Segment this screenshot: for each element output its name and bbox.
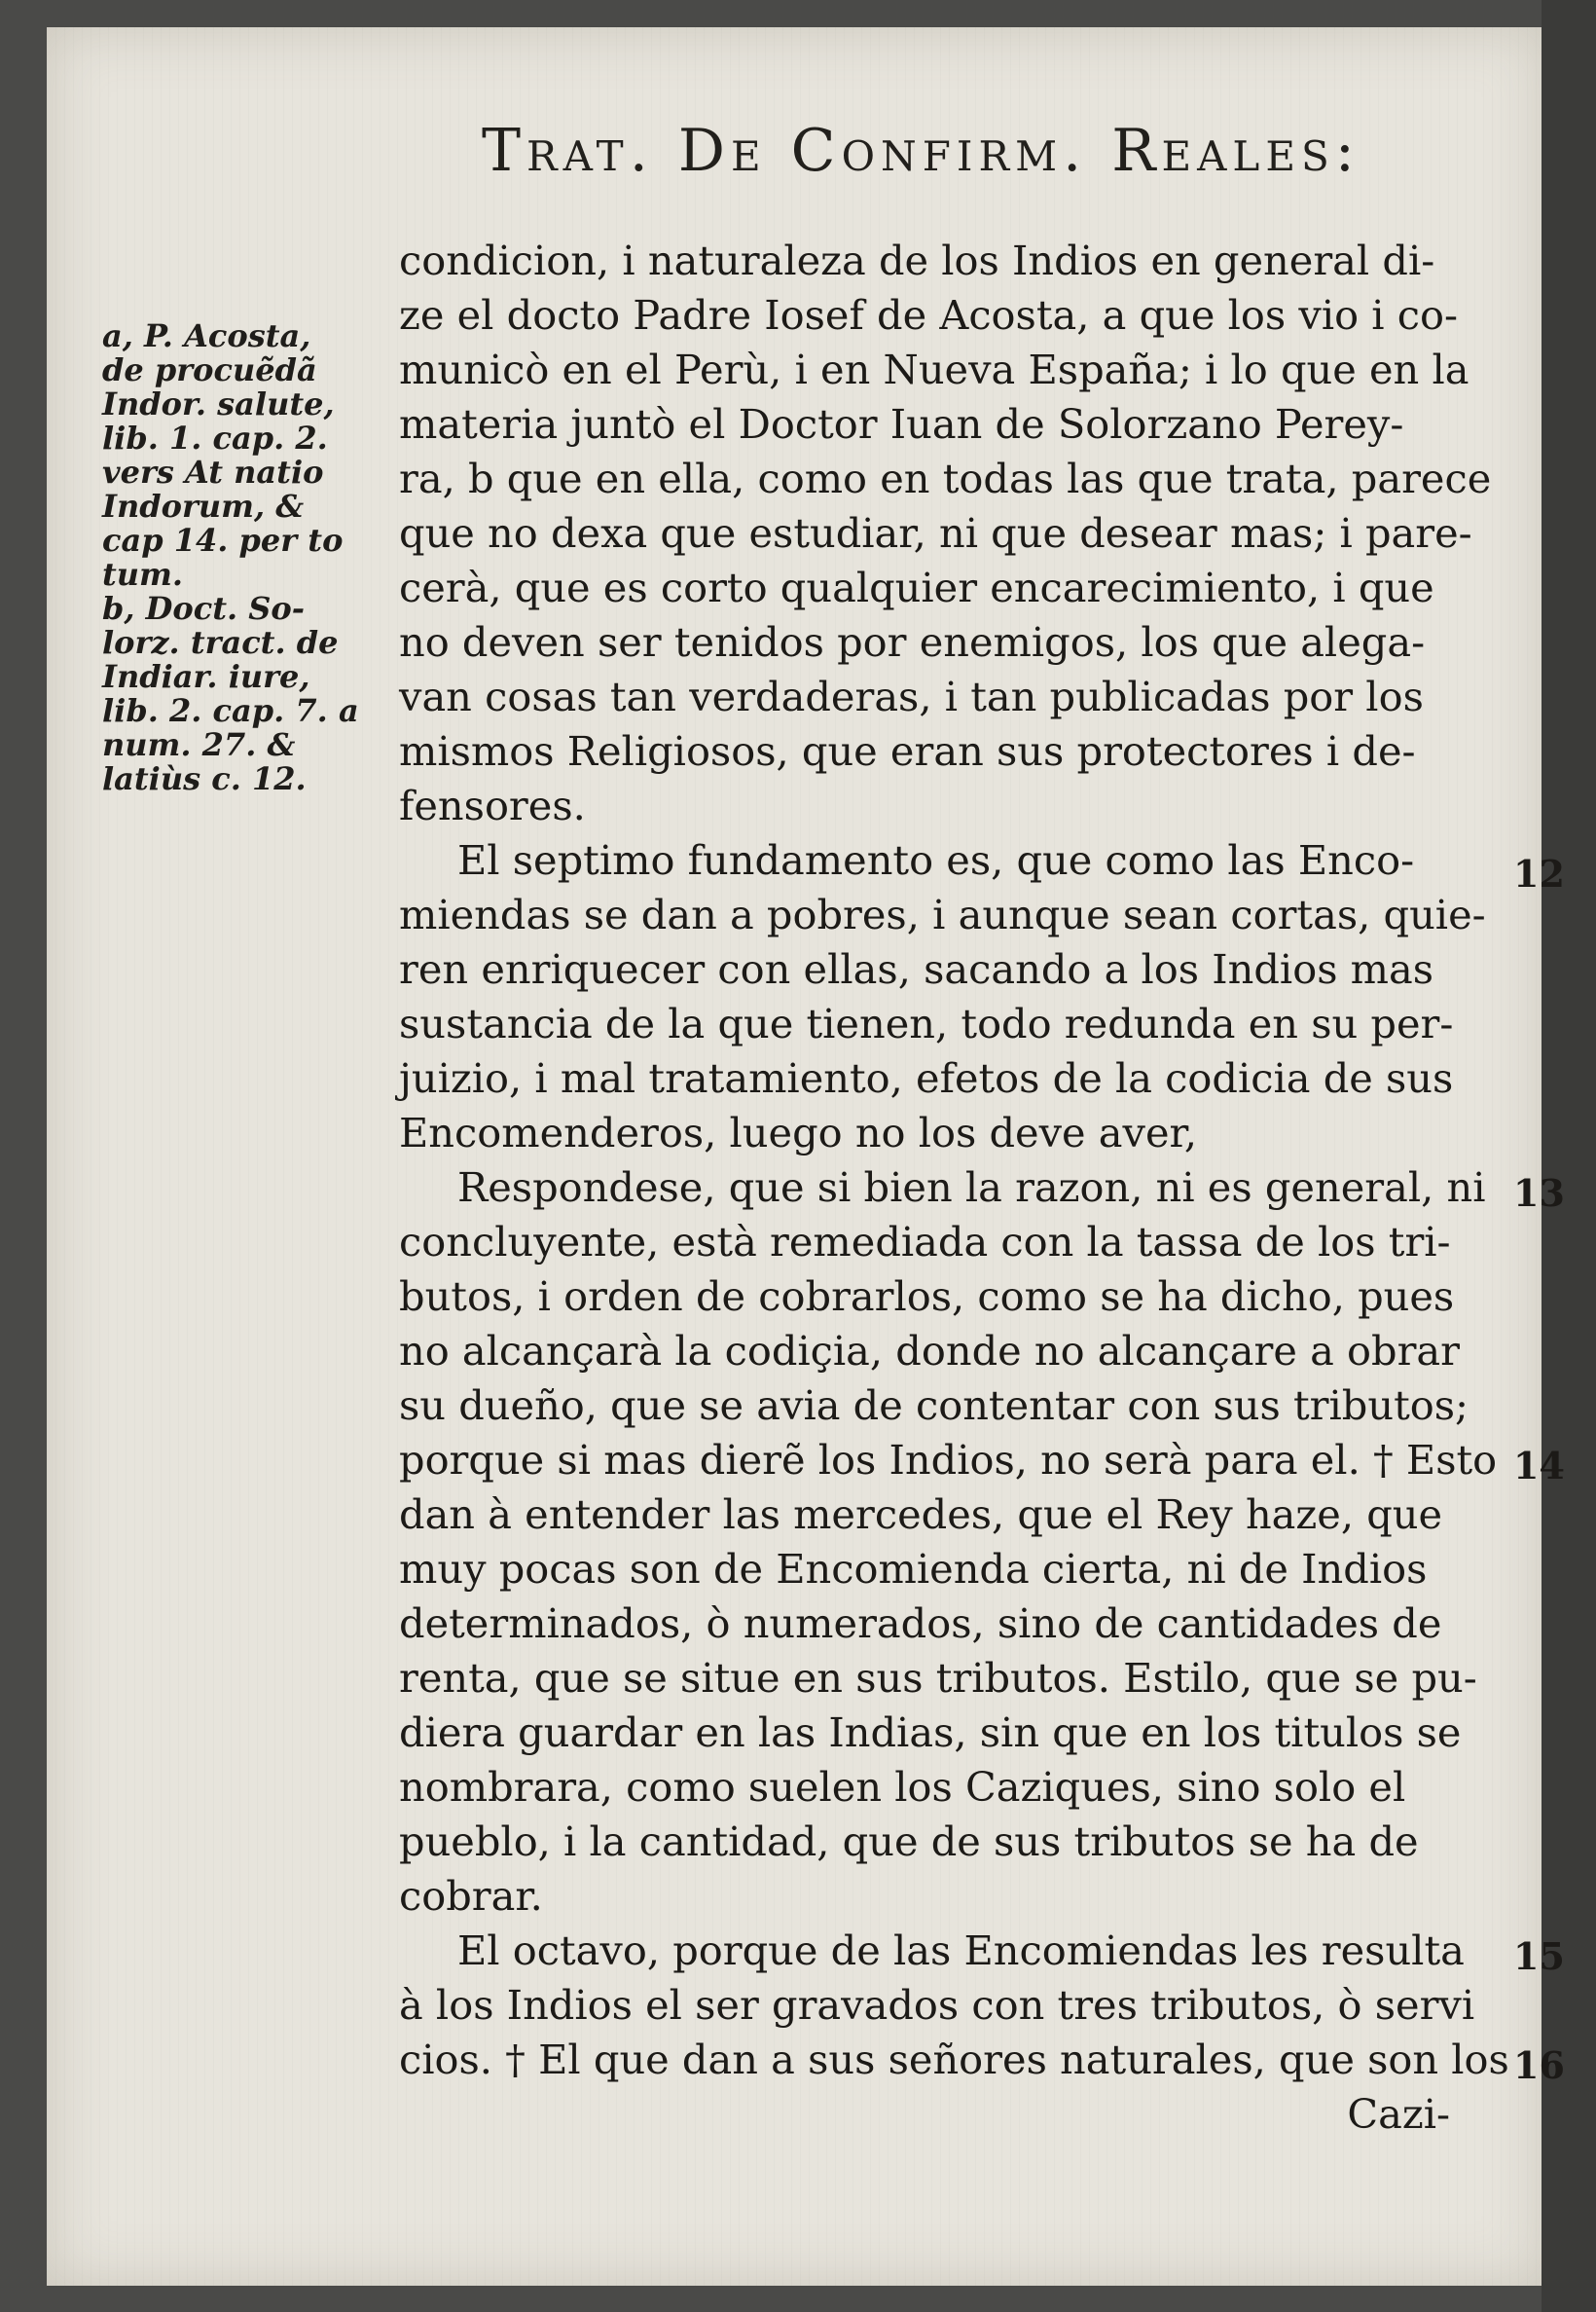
text-line: pueblo, i la cantidad, que de sus tributos se ha de <box>399 1817 1419 1865</box>
text-line: cios. † El que dan a sus señores naturales, que son los <box>399 2036 1509 2083</box>
margin-number: 12 <box>1513 852 1565 896</box>
text-line: condicion, i naturaleza de los Indios en general di- <box>399 237 1435 284</box>
sidenote-line: lorz. tract. de <box>102 624 339 661</box>
text-line: no alcançarà la codiçia, donde no alcançare a obrar <box>399 1327 1461 1375</box>
text-line: ze el docto Padre Iosef de Acosta, a que los vio i co- <box>399 291 1458 339</box>
paragraph-start-line: Respondese, que si bien la razon, ni es general, ni <box>457 1163 1486 1211</box>
text-line: determinados, ò numerados, sino de cantidades de <box>399 1599 1442 1647</box>
text-line: concluyente, està remediada con la tassa de los tri- <box>399 1218 1451 1266</box>
text-line: miendas se dan a pobres, i aunque sean cortas, quie- <box>399 891 1486 938</box>
text-line: juizio, i mal tratamiento, efetos de la codicia de sus <box>399 1054 1454 1102</box>
text-line: diera guardar en las Indias, sin que en los titulos se <box>399 1708 1462 1756</box>
paragraph-start-line: El septimo fundamento es, que como las Enco- <box>457 836 1415 884</box>
text-line: fensores. <box>399 782 586 829</box>
text-line: à los Indios el ser gravados con tres tributos, ò servi <box>399 1981 1475 2029</box>
text-line: renta, que se situe en sus tributos. Estilo, que se pu- <box>399 1654 1477 1702</box>
text-line: no deven ser tenidos por enemigos, los que alega- <box>399 618 1426 666</box>
text-line: dan à entender las mercedes, que el Rey haze, que <box>399 1490 1443 1538</box>
margin-number: 14 <box>1513 1444 1565 1487</box>
sidenote-line: latiùs c. 12. <box>102 760 307 797</box>
text-line: materia juntò el Doctor Iuan de Solorzano Perey- <box>399 400 1404 448</box>
text-line: ra, b que en ella, como en todas las que trata, parece <box>399 455 1492 502</box>
sidenote-line: de procuẽdã <box>102 351 317 388</box>
main-text-column <box>399 234 1509 2142</box>
sidenote-line: Indor. salute, <box>102 385 335 422</box>
catchword: Cazi- <box>1347 2090 1450 2138</box>
text-line: ren enriquecer con ellas, sacando a los Indios mas <box>399 945 1434 993</box>
text-line: municò en el Perù, i en Nueva España; i lo que en la <box>399 346 1469 393</box>
text-line: butos, i orden de cobrarlos, como se ha dicho, pues <box>399 1272 1455 1320</box>
sidenote-line: num. 27. & <box>102 726 296 763</box>
sidenote-line: Indiar. iure, <box>102 658 310 695</box>
sidenote-line: lib. 2. cap. 7. a <box>102 692 359 729</box>
text-line: su dueño, que se avia de contentar con sus tributos; <box>399 1381 1469 1429</box>
sidenote-line: lib. 1. cap. 2. <box>102 420 328 457</box>
text-line: Encomenderos, luego no los deve aver, <box>399 1109 1198 1156</box>
sidenote-line: Indorum, & <box>102 488 305 525</box>
sidenote-line: cap 14. per to <box>102 522 344 559</box>
margin-number: 16 <box>1513 2043 1565 2087</box>
margin-number: 13 <box>1513 1171 1565 1215</box>
sidenote-line: a, P. Acosta, <box>102 317 311 354</box>
text-line: cerà, que es corto qualquier encarecimiento, i que <box>399 564 1434 611</box>
text-line: que no dexa que estudiar, ni que desear mas; i pare- <box>399 509 1472 557</box>
paragraph-start-line: El octavo, porque de las Encomiendas les resulta <box>457 1927 1465 1974</box>
marginal-notes <box>102 319 414 796</box>
sidenote-line: vers At natio <box>102 454 324 491</box>
text-line: muy pocas son de Encomienda cierta, ni de Indios <box>399 1545 1428 1593</box>
text-line: porque si mas dierẽ los Indios, no serà para el. † Esto <box>399 1436 1498 1484</box>
sidenote-line: b, Doct. So- <box>102 590 306 627</box>
running-header: Trat. De Confirm. Reales: <box>482 117 1360 185</box>
margin-number: 15 <box>1513 1934 1565 1978</box>
text-line: van cosas tan verdaderas, i tan publicadas por los <box>399 673 1424 720</box>
text-line: mismos Religiosos, que eran sus protectores i de- <box>399 727 1416 775</box>
text-line: sustancia de la que tienen, todo redunda en su per- <box>399 1000 1454 1047</box>
text-line: cobrar. <box>399 1872 543 1920</box>
text-line: nombrara, como suelen los Caziques, sino solo el <box>399 1763 1406 1811</box>
sidenote-line: tum. <box>102 556 184 593</box>
